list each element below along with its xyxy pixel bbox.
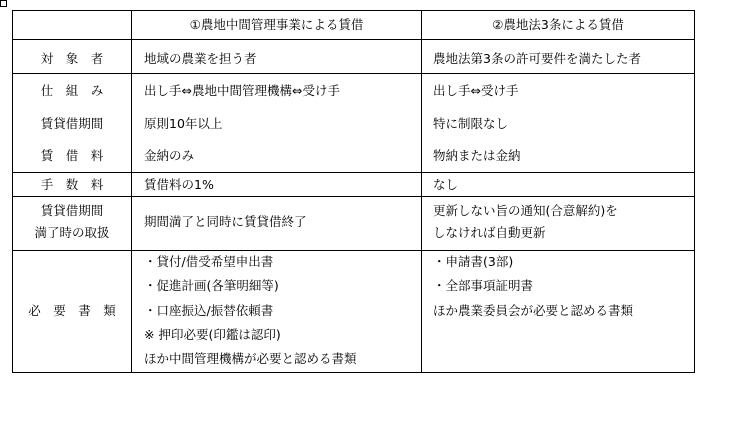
documents-col2-item: ほか農業委員会が必要と認める書類 <box>433 303 634 318</box>
documents-col1-item: ・口座振込/振替依頼書 <box>144 303 274 318</box>
documents-col1-item: ※ 押印必要(印鑑は認印) <box>144 327 281 342</box>
row-label-expiry-line1: 賃貸借期間 <box>40 203 104 218</box>
documents-col2-item: ・全部事項証明書 <box>433 278 534 293</box>
row-divider <box>13 250 694 251</box>
expiry-col2-line1: 更新しない旨の通知(合意解約)を <box>433 203 618 218</box>
documents-col2-item: ・申請書(3部) <box>433 254 514 269</box>
fee-col2: なし <box>433 177 459 192</box>
row-divider <box>13 39 694 40</box>
header-col1: ①農地中間管理事業による賃借 <box>189 17 364 32</box>
row-label-fee: 手 数 料 <box>40 177 104 192</box>
row-label-rent: 賃 借 料 <box>40 148 104 163</box>
period-col2: 特に制限なし <box>433 116 509 131</box>
target-col2: 農地法第3条の許可要件を満たした者 <box>433 51 641 66</box>
row-divider <box>13 172 694 173</box>
fee-col1: 賃借料の1% <box>144 177 214 192</box>
documents-col1-item: ・貸付/借受希望申出書 <box>144 254 274 269</box>
documents-col1-item: ・促進計画(各筆明細等) <box>144 278 279 293</box>
mechanism-col1: 出し手⇔農地中間管理機構⇔受け手 <box>144 83 340 98</box>
column-divider <box>421 11 422 372</box>
expiry-col2-line2: しなければ自動更新 <box>433 225 546 240</box>
row-divider <box>13 196 694 197</box>
rent-col1: 金納のみ <box>144 148 195 163</box>
row-divider <box>13 73 694 74</box>
documents-col1-item: ほか中間管理機構が必要と認める書類 <box>144 351 357 366</box>
period-col1: 原則10年以上 <box>144 116 223 131</box>
expiry-col1: 期間満了と同時に賃貸借終了 <box>144 214 307 229</box>
row-label-documents: 必 要 書 類 <box>28 303 116 318</box>
column-divider <box>131 11 132 372</box>
header-col2: ②農地法3条による賃借 <box>492 17 624 32</box>
rent-col2: 物納または金納 <box>433 148 521 163</box>
lease-comparison-table <box>12 10 695 373</box>
row-label-period: 賃貸借期間 <box>40 116 104 131</box>
row-label-mechanism: 仕 組 み <box>40 83 104 98</box>
target-col1: 地域の農業を担う者 <box>144 51 257 66</box>
row-label-expiry-line2: 満了時の取扱 <box>34 225 110 240</box>
row-label-target: 対 象 者 <box>40 51 104 66</box>
mechanism-col2: 出し手⇔受け手 <box>433 83 519 98</box>
corner-mark <box>0 0 7 7</box>
